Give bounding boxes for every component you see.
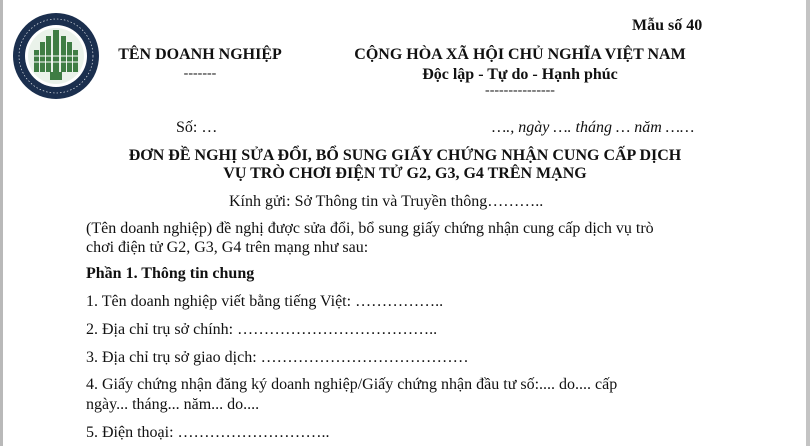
- recipient-line: Kính gửi: Sở Thông tin và Truyền thông………..: [229, 193, 544, 210]
- item-2-head-office-address: 2. Địa chỉ trụ sở chính: ………………………………..: [86, 321, 438, 338]
- right-scrollbar[interactable]: [806, 0, 810, 446]
- form-number: Mẫu số 40: [632, 17, 703, 34]
- document-number: Số: …: [176, 119, 218, 136]
- company-name: TÊN DOANH NGHIỆP: [118, 46, 282, 63]
- motto-divider: ---------------: [485, 83, 555, 98]
- item-1-company-name-vn: 1. Tên doanh nghiệp viết bằng tiếng Việt: ……………..: [86, 293, 444, 310]
- form-title-line-2: VỤ TRÒ CHƠI ĐIỆN TỬ G2, G3, G4 TRÊN MẠNG: [223, 165, 587, 182]
- intro-line-1: (Tên doanh nghiệp) đề nghị được sửa đổi, bổ sung giấy chứng nhận cung cấp dịch vụ trò: [86, 220, 654, 237]
- company-divider: -------: [183, 66, 217, 81]
- item-4-registration-line-2: ngày... tháng... năm... do....: [86, 396, 260, 413]
- library-seal-logo: [12, 12, 100, 100]
- item-5-phone: 5. Điện thoại: ………………………..: [86, 424, 330, 441]
- form-title-line-1: ĐƠN ĐỀ NGHỊ SỬA ĐỔI, BỔ SUNG GIẤY CHỨNG NHẬN CUNG CẤP DỊCH: [128, 147, 682, 164]
- motto: Độc lập - Tự do - Hạnh phúc: [422, 66, 618, 83]
- item-4-registration-line-1: 4. Giấy chứng nhận đăng ký doanh nghiệp/Giấy chứng nhận đầu tư số:.... do.... cấp: [86, 376, 618, 393]
- intro-line-2: chơi điện tử G2, G3, G4 trên mạng như sau:: [86, 239, 369, 256]
- section-1-heading: Phần 1. Thông tin chung: [86, 265, 255, 282]
- left-border: [0, 0, 3, 446]
- item-3-transaction-address: 3. Địa chỉ trụ sở giao dịch: …………………………………: [86, 349, 469, 366]
- document-date: …., ngày …. tháng … năm ……: [492, 119, 695, 136]
- nation-heading: CỘNG HÒA XÃ HỘI CHỦ NGHĨA VIỆT NAM: [354, 46, 686, 63]
